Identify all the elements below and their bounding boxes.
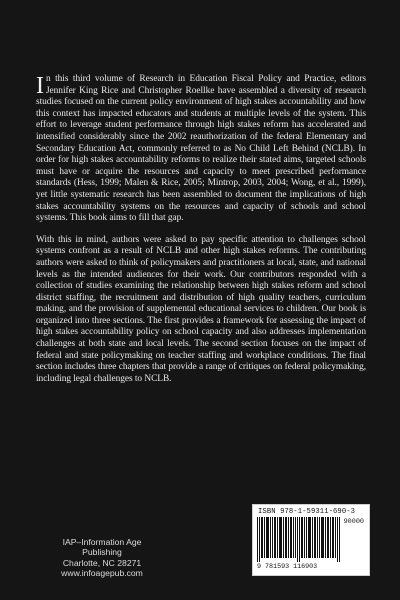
drop-cap: I <box>36 73 44 99</box>
ean-digits: 9 781593 116903 <box>257 563 318 571</box>
publisher-info <box>46 537 158 579</box>
publisher-name: IAP–Information Age Publishing <box>62 537 142 558</box>
description-paragraph-1-text: n this third volume of Research in Education Fiscal Policy and Practice, editors Jennifer King Rice and Christopher Roellke have assembled a diversity of research studies focused on the current policy environment of high stakes accountability and how this context has impacted educators and students at multiple levels of the system. This effort to leverage student performance through high stakes reform has accelerated and intensified considerably since the 2002 reauthorization of the federal Elementary and Secondary Education Act, commonly referred to as No Child Left Behind (NCLB). In order for high stakes accountability reforms to realize their stated aims, targeted schools must have or acquire the resources and capacity to meet prescribed performance standards (Hess, 1999; Malen & Rice, 2005; Mintrop, 2003, 2004; Wong, et al., 1999), yet little systematic research has been assembled to document the implications of high stakes accountability systems on the resources and capacity of schools and school systems. This book aims to fill that gap. <box>36 74 366 224</box>
description-paragraph-1 <box>36 74 366 225</box>
price-code: 90000 <box>343 518 364 526</box>
isbn-barcode <box>252 504 370 576</box>
book-description <box>36 74 366 385</box>
publisher-website: www.infoagepub.com <box>61 568 143 579</box>
description-paragraph-2: With this in mind, authors were asked to pay specific attention to challenges school systems confront as a result of NCLB and other high stakes reforms. The contributing authors were asked to think of policymakers and practitioners at local, state, and national levels as the intended audiences for their work. Our contributors responded with a collection of studies examining the relationship between high stakes reform and school district staffing, the recruitment and distribution of high quality teachers, curriculum making, and the provision of supplemental educational services to children. Our book is organized into three sections. The first provides a framework for assessing the impact of high stakes accountability policy on school capacity and also addresses implementation challenges at both state and local levels. The second section focuses on the impact of federal and state policymaking on teacher staffing and workplace conditions. The final section includes three chapters that provide a range of critiques on federal policymaking, including legal challenges to NCLB. <box>36 234 366 384</box>
barcode-bars <box>257 517 341 562</box>
publisher-location: Charlotte, NC 28271 <box>62 557 142 568</box>
isbn-text: ISBN 978-1-59311-690-3 <box>258 508 356 516</box>
